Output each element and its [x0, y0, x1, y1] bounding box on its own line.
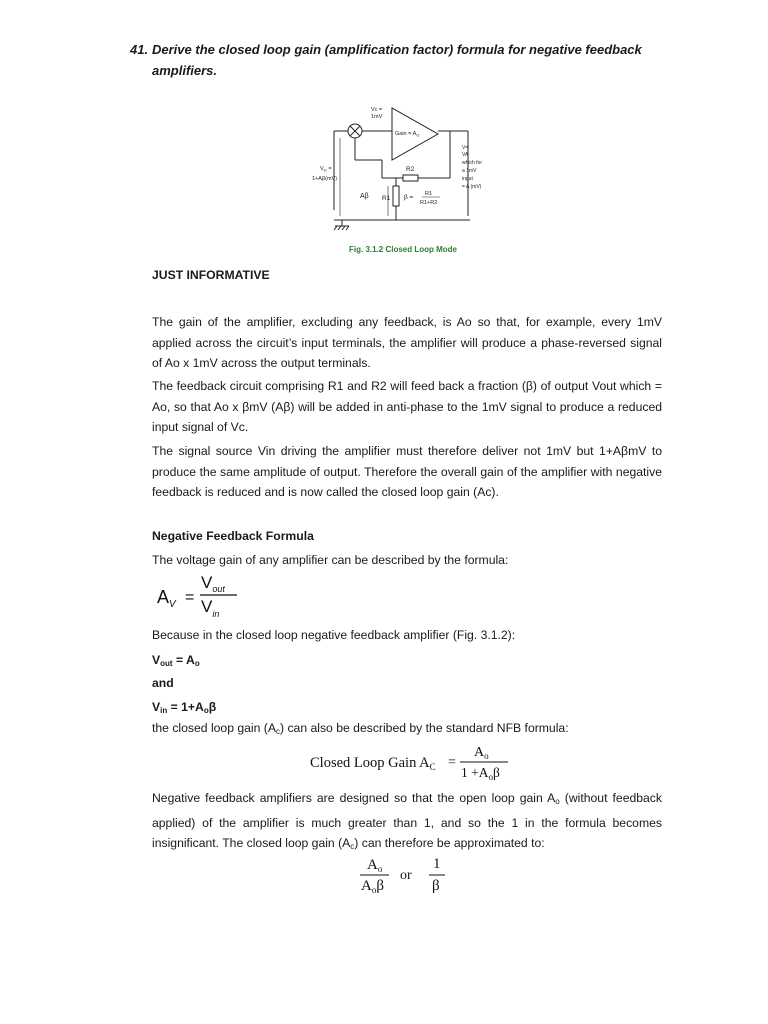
- svg-text:Vout: $V_{out}$: [201, 573, 225, 594]
- section-heading: Negative Feedback Formula: [152, 529, 314, 543]
- vout-line-4: a 1mV: [462, 168, 477, 174]
- closed-loop-circuit-diagram: [300, 98, 500, 243]
- feedback-label: Aβ: [360, 193, 369, 200]
- figure-caption: Fig. 3.1.2 Closed Loop Mode: [349, 245, 458, 254]
- svg-text:Aoβ: $A_o\beta$: [361, 878, 384, 895]
- svg-text:Closed Loop Gain AC: Closed Loop Gain $A_C$: [310, 755, 436, 772]
- paragraph-5: Because in the closed loop negative feedback amplifier (Fig. 3.1.2):: [152, 628, 516, 642]
- svg-text:Ao: $A_o$: [367, 857, 383, 874]
- beta-denominator: R1+R2: [420, 200, 438, 206]
- paragraph-7: Negative feedback amplifiers are designed so that the open loop gain $A_o$ (without feedback applied) of the amplifier is much greater than 1, and so the 1 in the formula becomes insignificant. The closed loop gain $(A_c)$ can therefore be approximated to:: [152, 791, 662, 851]
- closed-loop-gain-formula: [308, 740, 518, 782]
- r2-label: R2: [406, 166, 415, 173]
- r1-label: R1: [382, 195, 391, 202]
- svg-text:β: β: [432, 878, 440, 894]
- paragraph-3: The signal source Vin driving the amplifier must therefore deliver not 1mV but 1+AβmV to produce the same amplitude of output. Therefore the overall gain of the amplifier with negative feedback is reduced and is now called the closed loop gain (Ac).: [152, 444, 662, 499]
- svg-text:1 +Aoβ: $1 +A_o\beta$: [461, 765, 500, 782]
- vin-label: $V_{in}$ =: [320, 166, 332, 173]
- svg-text:AV: $A_V$: [157, 587, 176, 610]
- and-text: and: [152, 676, 174, 690]
- vout-line-3: which for: [462, 160, 483, 166]
- question-text-line-2: amplifiers.: [152, 63, 218, 78]
- svg-text:=: =: [185, 589, 195, 606]
- beta-numerator: R1: [425, 191, 433, 197]
- resistor-r2: [403, 175, 418, 181]
- question-text-line-1: Derive the closed loop gain (amplification factor) formula for negative feedback: [152, 42, 642, 57]
- vout-equation: $V_{out} = A_o$: [152, 653, 200, 668]
- beta-label: β =: [404, 194, 414, 201]
- paragraph-6: the closed loop gain $(A_c)$ can also be described by the standard NFB formula:: [152, 721, 569, 736]
- question-number: 41.: [130, 42, 149, 57]
- vin-equation: $V_{in} = 1+A_o\beta$: [152, 700, 217, 715]
- resistor-r1: [393, 186, 399, 206]
- vin-value: 1+Aβ(mV): [312, 176, 338, 182]
- paragraph-4: The voltage gain of any amplifier can be described by the formula:: [152, 553, 509, 567]
- svg-text:=: =: [448, 755, 456, 770]
- vc-value: 1mV: [371, 114, 383, 120]
- vout-line-6: = A (mV): [462, 184, 482, 190]
- paragraph-1: The gain of the amplifier, excluding any feedback, is Ao so that, for example, every 1mV applied across the circuit’s input terminals, the amplifier will produce a phase-reversed signal of Ao x 1mV across the output terminals.: [152, 315, 662, 370]
- approximation-formula: [355, 852, 455, 896]
- vout-line-5: input: [462, 176, 473, 182]
- vc-label: Vc =: [371, 107, 383, 113]
- svg-text:Vin: $V_{in}$: [201, 597, 220, 619]
- paragraph-2: The feedback circuit comprising R1 and R2 will feed back a fraction (β) of output Vout which = Ao, so that Ao x βmV (Aβ) will be added in anti-phase to the 1mV signal to produce a reduced input signal of Vc.: [152, 379, 662, 434]
- just-informative-label: JUST INFORMATIVE: [152, 268, 270, 282]
- svg-text:1: 1: [433, 856, 441, 872]
- svg-text:Ao: $A_o$: [474, 745, 489, 761]
- vout-line-1: V=: [462, 145, 469, 151]
- gain-label: Gain = $A_O$: [395, 131, 420, 138]
- vout-line-2: VA: [462, 152, 469, 158]
- svg-text:or: or: [400, 868, 412, 883]
- voltage-gain-formula: [155, 568, 245, 624]
